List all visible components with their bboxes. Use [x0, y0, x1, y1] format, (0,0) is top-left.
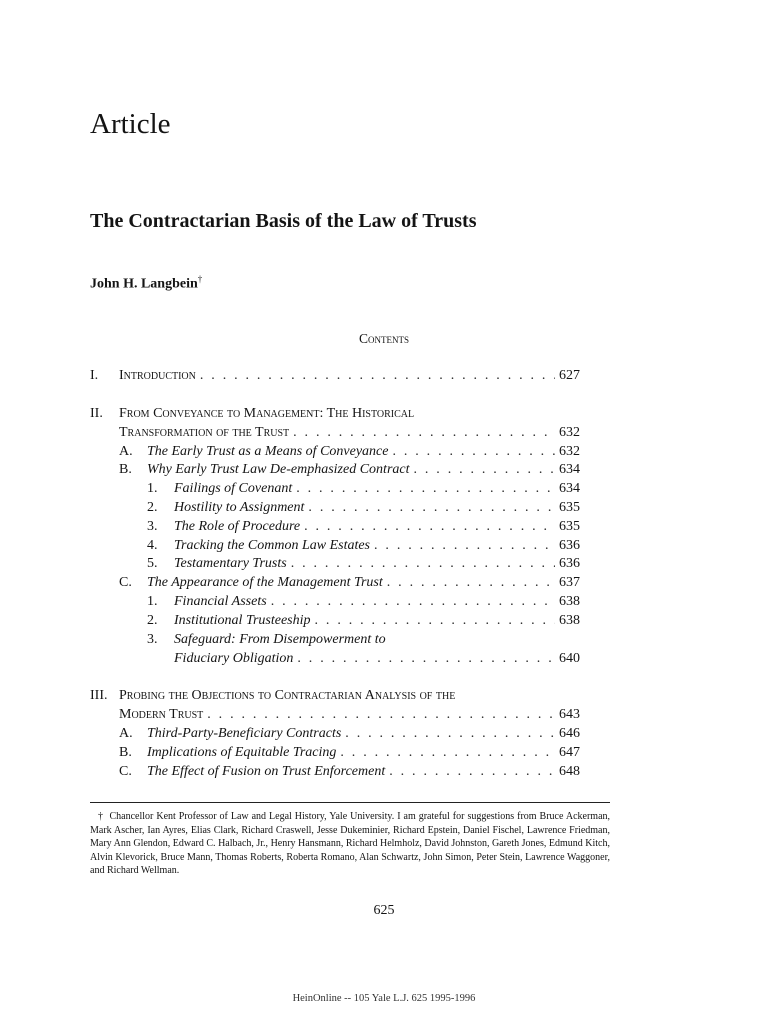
toc-title: Testamentary Trusts: [174, 556, 287, 571]
toc-entry: [90, 573, 580, 593]
toc-page: 635: [559, 500, 580, 515]
toc-leader: [200, 366, 555, 386]
footnote-rule: [90, 802, 610, 803]
toc-number: II.: [90, 406, 103, 421]
toc-number: 2.: [147, 613, 158, 628]
toc-leader: [345, 724, 555, 744]
article-title: The Contractarian Basis of the Law of Trusts: [90, 210, 477, 232]
toc-entry: [90, 762, 580, 782]
toc-leader: [293, 423, 555, 443]
toc-leader: [296, 479, 555, 499]
toc-number: C.: [119, 575, 132, 590]
toc-title: Hostility to Assignment: [174, 500, 305, 515]
toc-title: Implications of Equitable Tracing: [147, 745, 337, 760]
toc-title: From Conveyance to Management: The Historical: [119, 406, 415, 421]
toc-title: Safeguard: From Disempowerment to: [174, 632, 386, 647]
toc-title: Why Early Trust Law De-emphasized Contract: [147, 462, 410, 477]
author-line: [90, 274, 202, 293]
toc-page: 636: [559, 556, 580, 571]
toc-number: III.: [90, 688, 108, 703]
toc-leader: [271, 592, 555, 612]
toc-page: 637: [559, 575, 580, 590]
toc-entry: [90, 743, 580, 763]
toc-page: 640: [559, 651, 580, 666]
toc-entry: [90, 554, 580, 574]
toc-entry: [90, 686, 580, 706]
toc-title: Transformation of the Trust: [119, 425, 290, 440]
author-name: John H. Langbein: [90, 276, 198, 292]
toc-title: The Appearance of the Management Trust: [147, 575, 383, 590]
toc-leader: [389, 762, 555, 782]
author-footnote-mark: †: [197, 274, 203, 284]
toc-number: 2.: [147, 500, 158, 515]
toc-page: 632: [559, 425, 580, 440]
toc-entry: [90, 592, 580, 612]
toc-title: Financial Assets: [174, 594, 267, 609]
footnote-text: Chancellor Kent Professor of Law and Legal History, Yale University. I am grateful for suggestions from Bruce Ackerman, Mark Ascher, Ian Ayres, Elias Clark, Richard Craswell, Jesse Dukeminier, Richard Epstein, Daniel Fischel, Lawrence Friedman, Mary Ann Glendon, Edward C. Halbach, Jr., Henry Hansmann, Richard Helmholz, David Johnston, Gareth Jones, Edmund Kitch, Alvin Klevorick, Bruce Mann, Thomas Roberts, Roberta Romano, Alan Schwartz, John Simon, Peter Stein, Lawrence Waggoner, and Richard Wellman.: [90, 811, 611, 877]
toc-title: Introduction: [119, 368, 196, 383]
toc-leader: [207, 705, 555, 725]
toc-title: The Role of Procedure: [174, 519, 301, 534]
toc-entry: [90, 479, 580, 499]
toc-page: 638: [559, 594, 580, 609]
toc-page: 632: [559, 444, 580, 459]
toc-number: 5.: [147, 556, 158, 571]
toc-entry: [90, 630, 580, 650]
contents-heading: Contents: [358, 331, 409, 346]
toc-title: Modern Trust: [119, 707, 204, 722]
footnote: [90, 810, 610, 878]
toc-entry: [90, 460, 580, 480]
toc-entry: [90, 724, 580, 744]
toc-title: Probing the Objections to Contractarian Analysis of the: [119, 688, 456, 703]
toc-entry: [90, 442, 580, 462]
toc-title: Fiduciary Obligation: [174, 651, 294, 666]
toc-page: 647: [559, 745, 580, 760]
toc-number: 3.: [147, 632, 158, 647]
toc-number: 1.: [147, 481, 158, 496]
toc-number: 3.: [147, 519, 158, 534]
toc-title: The Effect of Fusion on Trust Enforcement: [147, 764, 386, 779]
toc-title: Failings of Covenant: [174, 481, 293, 496]
toc-entry: [90, 536, 580, 556]
section-heading: Article: [90, 108, 171, 140]
toc-leader: [414, 460, 556, 480]
toc-entry: [90, 517, 580, 537]
toc-page: 634: [559, 481, 580, 496]
toc-page: 638: [559, 613, 580, 628]
toc-entry: [90, 611, 580, 631]
toc-leader: [315, 611, 555, 631]
toc-number: A.: [119, 726, 133, 741]
toc-leader: [374, 536, 555, 556]
toc-leader: [297, 649, 555, 669]
toc-entry: [90, 649, 580, 669]
toc-page: 636: [559, 538, 580, 553]
toc-title: The Early Trust as a Means of Conveyance: [147, 444, 389, 459]
toc-page: 627: [559, 368, 580, 383]
toc-entry: [90, 498, 580, 518]
toc-leader: [304, 517, 555, 537]
toc-title: Institutional Trusteeship: [174, 613, 311, 628]
toc-leader: [392, 442, 555, 462]
toc-leader: [308, 498, 555, 518]
toc-number: B.: [119, 745, 132, 760]
toc-number: C.: [119, 764, 132, 779]
toc-number: I.: [90, 368, 99, 383]
toc-leader: [291, 554, 555, 574]
toc-leader: [387, 573, 555, 593]
page-number: 625: [373, 903, 395, 918]
footnote-mark: †: [98, 811, 104, 822]
toc-number: A.: [119, 444, 133, 459]
toc-entry: [90, 404, 580, 424]
toc-page: 646: [559, 726, 580, 741]
toc-page: 643: [559, 707, 580, 722]
toc-number: 1.: [147, 594, 158, 609]
toc-title: Tracking the Common Law Estates: [174, 538, 371, 553]
toc-title: Third-Party-Beneficiary Contracts: [147, 726, 342, 741]
toc-entry: [90, 366, 580, 386]
source-line: HeinOnline -- 105 Yale L.J. 625 1995-1996: [292, 993, 476, 1004]
toc-number: B.: [119, 462, 132, 477]
toc-entry: [90, 705, 580, 725]
toc-entry: [90, 423, 580, 443]
toc-leader: [340, 743, 555, 763]
toc-number: 4.: [147, 538, 158, 553]
toc-page: 635: [559, 519, 580, 534]
toc-page: 648: [559, 764, 580, 779]
toc-page: 634: [559, 462, 580, 477]
